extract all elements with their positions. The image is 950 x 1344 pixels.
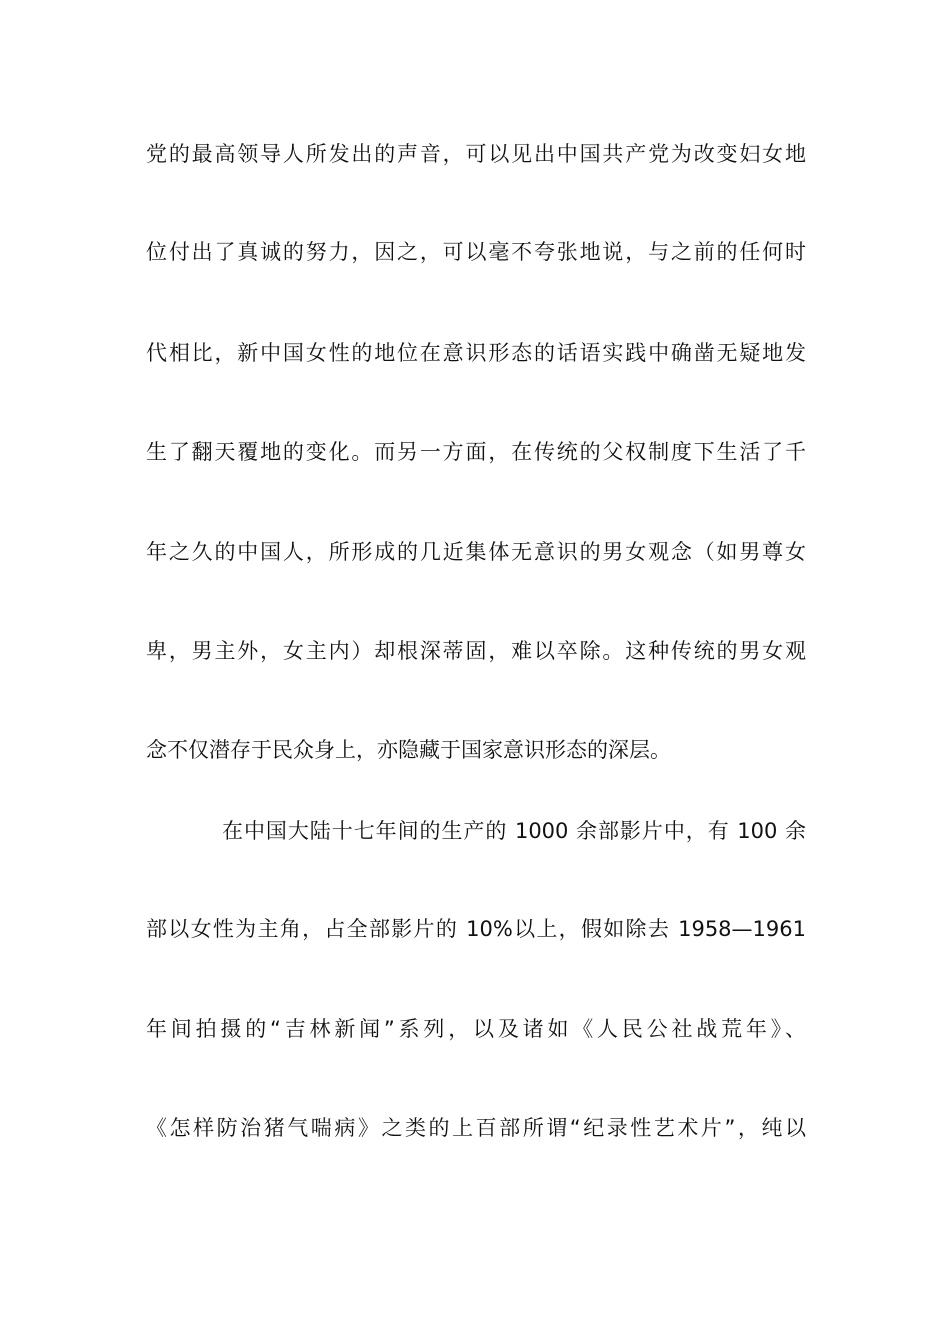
text-line: 位付出了真诚的努力，因之，可以毫不夸张地说，与之前的任何时 bbox=[146, 240, 806, 264]
text-line: 念不仅潜存于民众身上，亦隐藏于国家意识形态的深层。 bbox=[146, 738, 671, 762]
paragraph-first-line: 在中国大陆十七年间的生产的 1000 余部影片中，有 100 余 bbox=[222, 819, 806, 843]
text-line: 年之久的中国人，所形成的几近集体无意识的男女观念（如男尊女 bbox=[146, 540, 806, 564]
text-line: 《怎样防治猪气喘病》之类的上百部所谓“纪录性艺术片”，纯以 bbox=[146, 1116, 806, 1140]
text-line: 代相比，新中国女性的地位在意识形态的话语实践中确凿无疑地发 bbox=[146, 341, 806, 365]
text-line: 生了翻天覆地的变化。而另一方面，在传统的父权制度下生活了千 bbox=[146, 440, 806, 464]
text-line: 年间拍摄的“吉林新闻”系列，以及诸如《人民公社战荒年》、 bbox=[146, 1017, 806, 1041]
text-line: 卑，男主外，女主内）却根深蒂固，难以卒除。这种传统的男女观 bbox=[146, 639, 806, 663]
text-line: 党的最高领导人所发出的声音，可以见出中国共产党为改变妇女地 bbox=[146, 142, 806, 166]
text-line: 部以女性为主角，占全部影片的 10%以上，假如除去 1958—1961 bbox=[146, 917, 806, 941]
